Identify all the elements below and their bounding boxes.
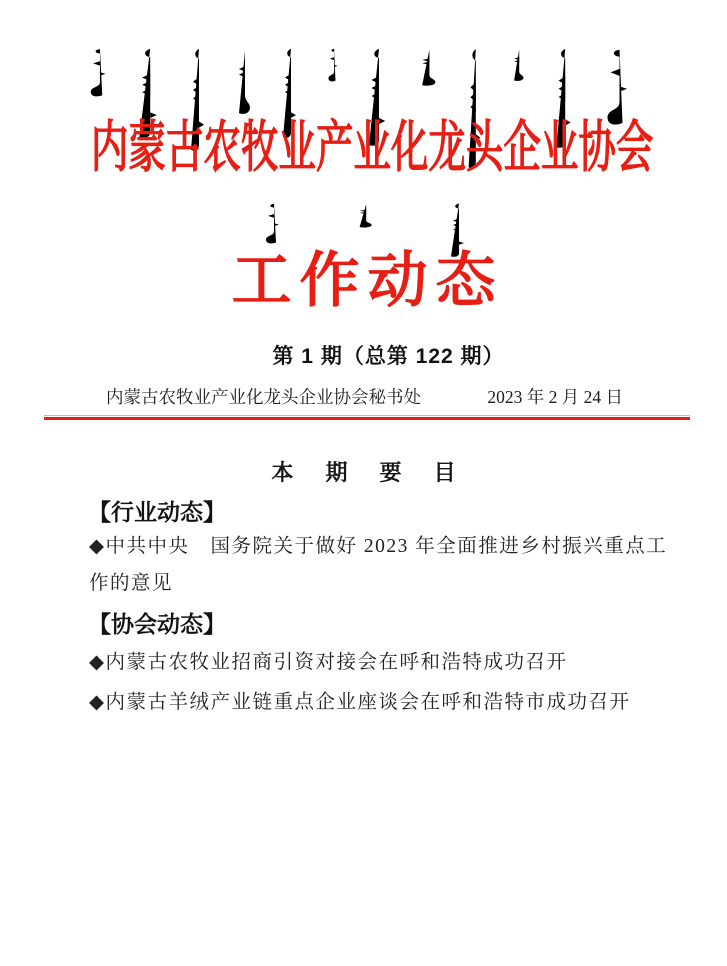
mongolian-word-icon	[325, 48, 339, 86]
mongolian-word-icon	[353, 203, 375, 229]
publisher-row	[106, 384, 623, 409]
section-heading-industry: 【行业动态】	[88, 499, 226, 525]
publish-date: 2023 年 2 月 24 日	[487, 387, 623, 407]
mongolian-word-icon	[415, 48, 439, 88]
mongolian-word-icon	[509, 48, 526, 83]
toc-item: ◆内蒙古羊绒产业链重点企业座谈会在呼和浩特市成功召开	[89, 692, 631, 713]
section-heading-association: 【协会动态】	[88, 611, 226, 637]
divider-rule	[44, 415, 690, 420]
mongolian-word-icon	[85, 48, 108, 103]
bulletin-title: 工作动态	[231, 248, 504, 314]
publisher-name: 内蒙古农牧业产业化龙头企业协会秘书处	[106, 387, 421, 407]
mongolian-word-icon	[261, 203, 281, 249]
mongolian-word-icon	[233, 48, 253, 118]
org-title: 内蒙古农牧业产业化龙头企业协会	[90, 116, 654, 179]
toc-item: ◆内蒙古农牧业招商引资对接会在呼和浩特成功召开	[89, 652, 568, 673]
toc-title: 本 期 要 目	[271, 460, 469, 485]
issue-number: 第 1 期（总第 122 期）	[272, 345, 505, 368]
toc-item: ◆中共中央 国务院关于做好 2023 年全面推进乡村振兴重点工作的意见	[89, 536, 668, 594]
